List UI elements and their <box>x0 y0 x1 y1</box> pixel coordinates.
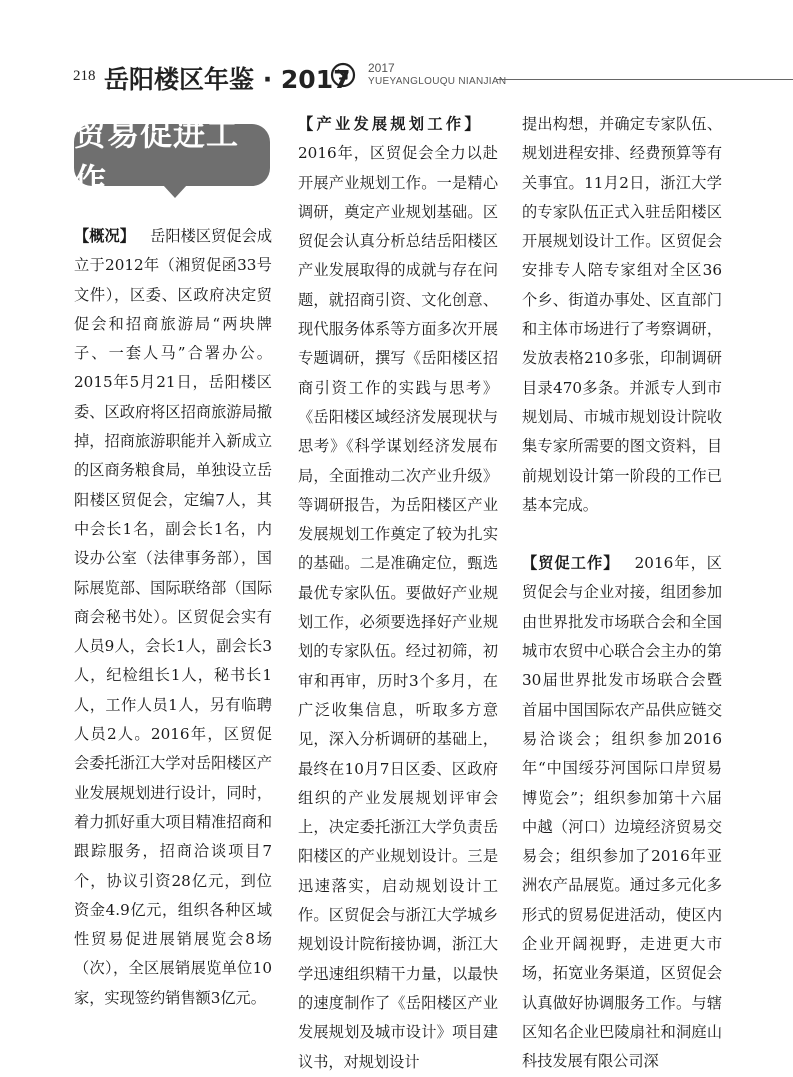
planning-text-part-2: 提出构想，并确定专家队伍、规划进程安排、经费预算等有关事宜。11月2日，浙江大学的专家队伍正式入驻岳阳楼区开展规划设计工作。区贸促会安排专人陪专家组对全区36个乡、街道办事处、区直部门和主体市场进行了考察调研，发放表格210多张，印制调研目录470多条。并派专人到市规划局、市城市规划设计院收集专家所需要的图文资料，目前规划设计第一阶段的工作已基本完成。 <box>522 115 722 514</box>
section-badge-pointer <box>163 185 187 198</box>
page-header <box>0 0 793 110</box>
header-pinyin: YUEYANGLOUQU NIANJIAN <box>368 76 507 87</box>
header-rule <box>496 79 793 80</box>
planning-tag: 【产业发展规划工作】 <box>298 115 483 133</box>
overview-text: 岳阳楼区贸促会成立于2012年（湘贸促函33号文件），区委、区政府决定贸促会和招商旅游局“两块牌子、一套人马”合署办公。2015年5月21日，岳阳楼区委、区政府将区招商旅游局撤掉，招商旅游职能并入新成立的区商务粮食局，单独设立岳阳楼区贸促会，定编7人，其中会长1名，副会长1名，内设办公室（法律事务部），国际展览部、国际联络部（国际商会秘书处）。区贸促会实有人员9人，会长1人，副会长3人，纪检组长1人，秘书长1人，工作人员1人，另有临聘人员2人。2016年，区贸促会委托浙江大学对岳阳楼区产业发展规划进行设计，同时，着力抓好重大项目精准招商和跟踪服务，招商洽谈项目7个，协议引资28亿元，到位资金4.9亿元，组织各种区域性贸易促进展销展览会8场（次），全区展销展览单位10家，实现签约销售额3亿元。 <box>74 227 272 1007</box>
header-year: 2017 <box>368 61 395 75</box>
circle-arrow-down-right-icon <box>330 62 356 88</box>
planning-text-part-1: 2016年，区贸促会全力以赴开展产业规划工作。一是精心调研，奠定产业规划基础。区贸促会认真分析总结岳阳楼区产业发展取得的成就与存在问题，就招商引资、文化创意、现代服务体系等方面多次开展专题调研，撰写《岳阳楼区招商引资工作的实践与思考》《岳阳楼区域经济发展现状与思考》《科学谋划经济发展布局，全面推动二次产业升级》等调研报告，为岳阳楼区产业发展规划工作奠定了较为扎实的基础。二是准确定位，甄选最优专家队伍。要做好产业规划工作，必须要选择好产业规划的专家队伍。经过初筛，初审和再审，历时3个多月，在广泛收集信息，听取多方意见，深入分析调研的基础上，最终在10月7日区委、区政府组织的产业发展规划评审会上，决定委托浙江大学负责岳阳楼区的产业规划设计。三是迅速落实，启动规划设计工作。区贸促会与浙江大学城乡规划设计院衔接协调，浙江大学迅速组织精干力量，以最快的速度制作了《岳阳楼区产业发展规划及城市设计》项目建议书，对规划设计 <box>298 144 498 1071</box>
column-1 <box>74 222 272 1013</box>
overview-tag: 【概况】 <box>74 227 135 245</box>
column-3 <box>522 110 722 1077</box>
trade-promo-tag: 【贸促工作】 <box>522 554 620 573</box>
section-title-badge <box>74 115 270 199</box>
page-number: 218 <box>73 68 96 84</box>
column-2 <box>298 110 498 1077</box>
planning-paragraph-continued <box>522 110 722 520</box>
trade-promo-paragraph <box>522 549 722 1076</box>
trade-promo-text: 2016年，区贸促会与企业对接，组团参加由世界批发市场联合会和全国城市农贸中心联合会主办的第30届世界批发市场联合会暨首届中国国际农产品供应链交易洽谈会；组织参加2016年“中国绥芬河国际口岸贸易博览会”；组织参加第十六届中越（河口）边境经济贸易交易会；组织参加了2016年亚洲农产品展览。通过多元化多形式的贸易促进活动，使区内企业开阔视野，走进更大市场，拓宽业务渠道，区贸促会认真做好协调服务工作。与辖区知名企业巴陵扇社和洞庭山科技发展有限公司深 <box>522 554 722 1071</box>
overview-paragraph <box>74 222 272 1013</box>
planning-paragraph <box>298 110 498 1077</box>
section-title: 贸易促进工作 <box>74 115 240 199</box>
book-title: 岳阳楼区年鉴 · 2017 <box>104 65 351 94</box>
